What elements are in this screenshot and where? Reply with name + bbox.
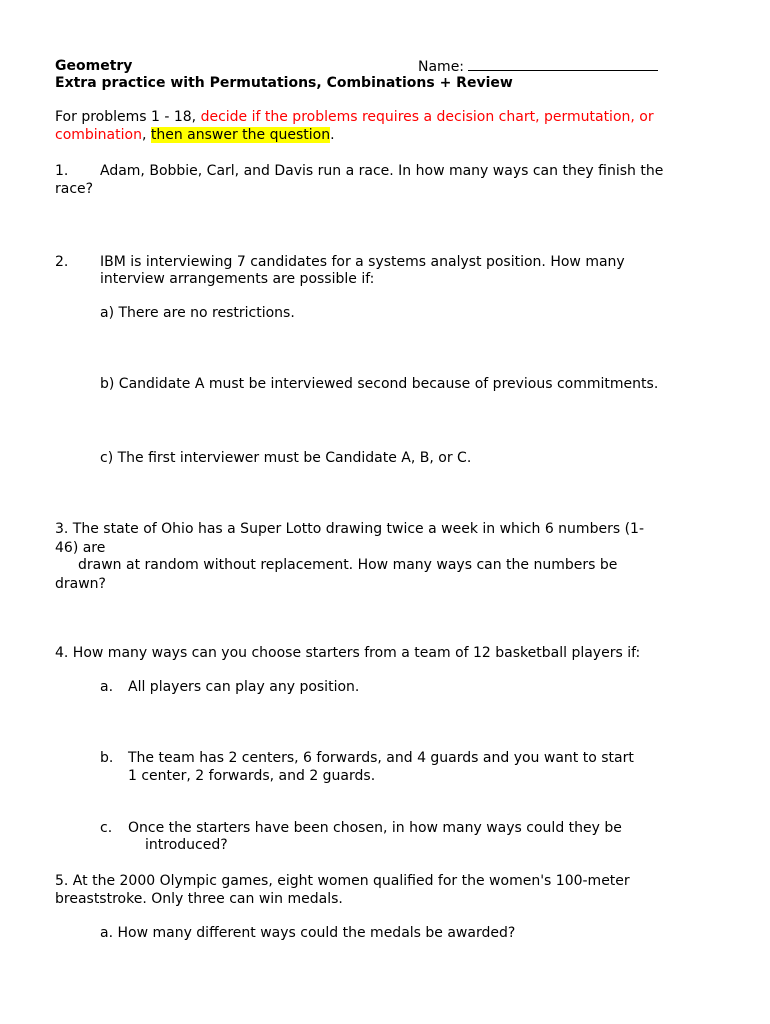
problem-4b-line-2: 1 center, 2 forwards, and 2 guards. xyxy=(128,768,376,784)
problem-2a: a) There are no restrictions. xyxy=(100,305,295,321)
problem-5a: a. How many different ways could the medals be awarded? xyxy=(100,925,516,941)
problem-4c-line-1: Once the starters have been chosen, in how many ways could they be xyxy=(128,820,622,836)
problem-4c-label: c. xyxy=(100,820,113,836)
problem-3-text-line-3: drawn at random without replacement. How many ways can the numbers be xyxy=(78,557,618,573)
problem-4a: All players can play any position. xyxy=(128,679,360,695)
problem-3-text-line-1: 3. The state of Ohio has a Super Lotto drawing twice a week in which 6 numbers (1- xyxy=(55,521,644,537)
problem-2b: b) Candidate A must be interviewed second because of previous commitments. xyxy=(100,376,659,392)
instructions-text-1: For problems 1 - 18, xyxy=(55,109,201,125)
problem-4a-label: a. xyxy=(100,679,114,695)
problem-3-text-line-4: drawn? xyxy=(55,576,106,592)
problem-1-text-line-2: race? xyxy=(55,181,94,197)
instructions-highlighted-text: then answer the question xyxy=(150,127,331,143)
problem-2-text-line-2: interview arrangements are possible if: xyxy=(100,271,375,287)
problem-4b-line-1: The team has 2 centers, 6 forwards, and 4 guards and you want to start xyxy=(128,750,634,766)
instructions-line-2 xyxy=(55,126,335,144)
problem-2-text-line-1: IBM is interviewing 7 candidates for a systems analyst position. How many xyxy=(100,254,625,270)
problem-1-text-line-1: Adam, Bobbie, Carl, and Davis run a race. In how many ways can they finish the xyxy=(100,163,664,179)
instructions-period: . xyxy=(330,127,335,143)
instructions-red-combination: combination xyxy=(55,127,142,143)
instructions-comma: , xyxy=(141,127,151,143)
instructions-line-1 xyxy=(55,108,654,126)
problem-5-text-line-2: breaststroke. Only three can win medals. xyxy=(55,891,343,907)
worksheet-title: Extra practice with Permutations, Combinations + Review xyxy=(55,75,513,91)
name-label: Name: xyxy=(418,59,469,75)
name-blank-line xyxy=(468,57,658,71)
problem-2c: c) The first interviewer must be Candidate A, B, or C. xyxy=(100,450,472,466)
problem-5-text-line-1: 5. At the 2000 Olympic games, eight women qualified for the women's 100-meter xyxy=(55,873,630,889)
problem-4b-label: b. xyxy=(100,750,114,766)
instructions-red-text: decide if the problems requires a decision chart, permutation, or xyxy=(200,109,654,125)
problem-4c-line-2: introduced? xyxy=(145,837,228,853)
subject-heading: Geometry xyxy=(55,58,133,74)
problem-2-number: 2. xyxy=(55,254,69,270)
problem-4-text: 4. How many ways can you choose starters from a team of 12 basketball players if: xyxy=(55,645,641,661)
problem-1-number: 1. xyxy=(55,163,69,179)
problem-3-text-line-2: 46) are xyxy=(55,540,106,556)
